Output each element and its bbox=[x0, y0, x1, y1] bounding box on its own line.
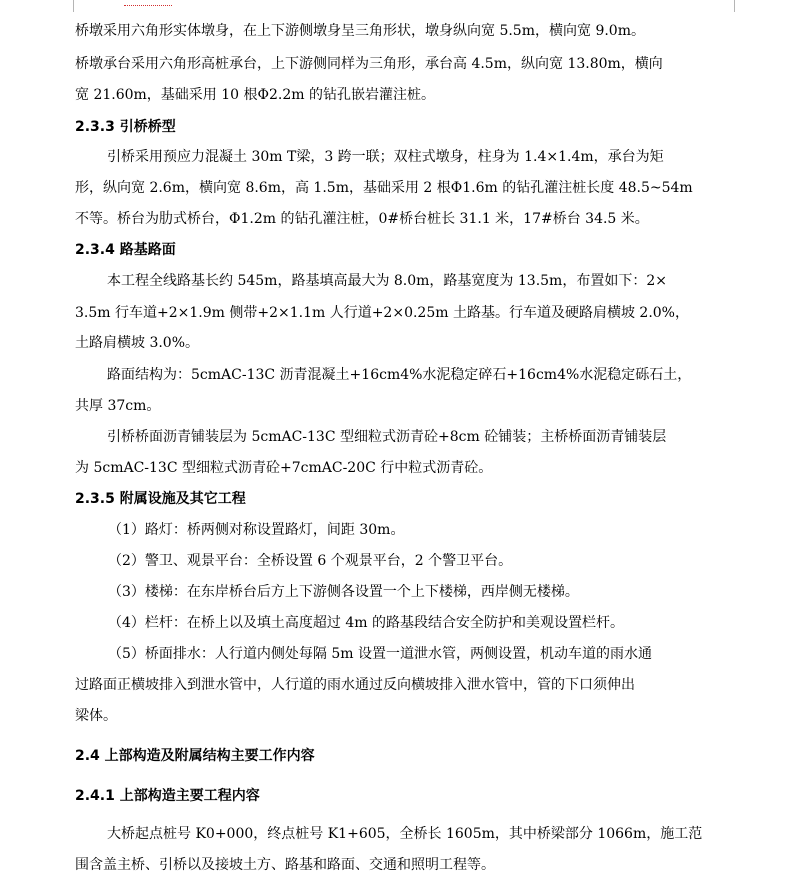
paragraph-line: 形，纵向宽 2.6m，横向宽 8.6m，高 1.5m，基础采用 2 根Φ1.6m 的钻孔灌注桩长度 48.5~54m bbox=[75, 180, 693, 196]
list-item: （2）警卫、观景平台：全桥设置 6 个观景平台，2 个警卫平台。 bbox=[108, 553, 513, 569]
paragraph-line: 大桥起点桩号 K0+000，终点桩号 K1+605，全桥长 1605m，其中桥梁部分 1066m，施工范 bbox=[107, 826, 703, 842]
paragraph-line: 桥墩承台采用六角形高桩承台，上下游侧同样为三角形，承台高 4.5m，纵向宽 13.80m，横向 bbox=[75, 56, 663, 72]
spellcheck-underline bbox=[124, 2, 172, 6]
list-item: （4）栏杆：在桥上以及填土高度超过 4m 的路基段结合安全防护和美观设置栏杆。 bbox=[108, 615, 624, 631]
section-heading-2-3-3: 2.3.3 引桥桥型 bbox=[75, 119, 176, 135]
paragraph-line: 土路肩横坡 3.0%。 bbox=[75, 335, 200, 351]
section-heading-2-4: 2.4 上部构造及附属结构主要工作内容 bbox=[75, 748, 315, 764]
paragraph-line: 路面结构为：5cmAC-13C 沥青混凝土+16cm4%水泥稳定碎石+16cm4%水泥稳定砾石土， bbox=[107, 367, 692, 383]
paragraph-line: 引桥桥面沥青铺装层为 5cmAC-13C 型细粒式沥青砼+8cm 砼铺装；主桥桥面沥青铺装层 bbox=[107, 429, 667, 445]
crop-mark-left bbox=[73, 0, 74, 12]
crop-mark-right bbox=[734, 0, 735, 12]
paragraph-line: 本工程全线路基长约 545m，路基填高最大为 8.0m，路基宽度为 13.5m，布置如下：2× bbox=[107, 273, 667, 289]
list-item: （3）楼梯：在东岸桥台后方上下游侧各设置一个上下楼梯，西岸侧无楼梯。 bbox=[108, 584, 579, 600]
paragraph-line: 过路面正横坡排入到泄水管中，人行道的雨水通过反向横坡排入泄水管中，管的下口须伸出 bbox=[75, 677, 635, 693]
paragraph-line: 桥墩采用六角形实体墩身，在上下游侧墩身呈三角形状，墩身纵向宽 5.5m，横向宽 9.0m。 bbox=[75, 23, 645, 39]
paragraph-line: 引桥采用预应力混凝土 30m T梁，3 跨一联；双柱式墩身，柱身为 1.4×1.4m，承台为矩 bbox=[107, 149, 664, 165]
paragraph-line: 宽 21.60m，基础采用 10 根Φ2.2m 的钻孔嵌岩灌注桩。 bbox=[75, 87, 435, 103]
list-item: （5）桥面排水：人行道内侧处每隔 5m 设置一道泄水管，两侧设置，机动车道的雨水通 bbox=[108, 646, 652, 662]
paragraph-line: 共厚 37cm。 bbox=[75, 398, 161, 414]
section-heading-2-3-5: 2.3.5 附属设施及其它工程 bbox=[75, 491, 246, 507]
section-heading-2-4-1: 2.4.1 上部构造主要工程内容 bbox=[75, 788, 260, 804]
list-item: （1）路灯：桥两侧对称设置路灯，间距 30m。 bbox=[108, 522, 405, 538]
paragraph-line: 为 5cmAC-13C 型细粒式沥青砼+7cmAC-20C 行中粒式沥青砼。 bbox=[75, 460, 493, 476]
paragraph-line: 围含盖主桥、引桥以及接坡土方、路基和路面、交通和照明工程等。 bbox=[75, 857, 495, 873]
paragraph-line: 3.5m 行车道+2×1.9m 侧带+2×1.1m 人行道+2×0.25m 土路基。行车道及硬路肩横坡 2.0%， bbox=[75, 305, 689, 321]
section-heading-2-3-4: 2.3.4 路基路面 bbox=[75, 242, 176, 258]
paragraph-line: 梁体。 bbox=[75, 708, 117, 724]
paragraph-line: 不等。桥台为肋式桥台，Φ1.2m 的钻孔灌注桩，0#桥台桩长 31.1 米，17#桥台 34.5 米。 bbox=[75, 211, 649, 227]
